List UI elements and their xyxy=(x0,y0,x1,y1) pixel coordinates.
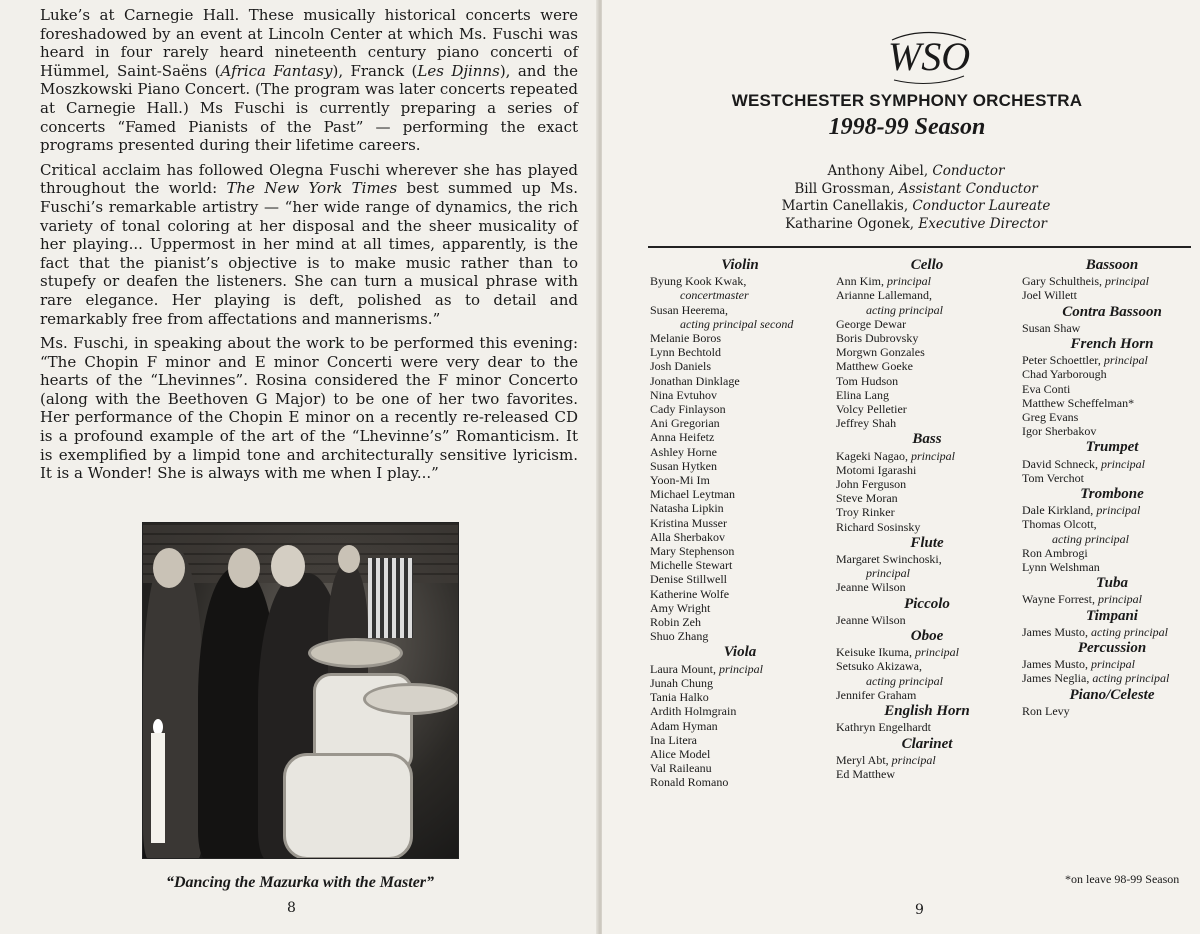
roster-member xyxy=(836,645,1018,659)
roster-member xyxy=(836,388,1018,402)
member-name: Jonathan Dinklage xyxy=(650,373,740,388)
text-run: Ms. Fuschi, in speaking about the work to be performed this evening: “The Chopin F minor and E minor Concerti were very dear to the hearts of the “Lhevinnes”. Rosina considered the F minor Concerto (along with the Beethoven G Major) to be one of her two favorites. Her performance of the Chopin E minor on a recently re-released CD is a profound example of the art of the “Lhevinne’s” Romanticism. It is exemplified by a limpid tone and architecturally sensitive lyricism. It is a Wonder! She is always with me when I play...” xyxy=(40,334,578,483)
member-name: Alice Model xyxy=(650,746,711,761)
roster-member xyxy=(1022,560,1200,574)
member-role: acting principal xyxy=(866,673,943,688)
roster-member xyxy=(1022,396,1200,410)
article-paragraph xyxy=(40,161,578,328)
staff-role: Assistant Conductor xyxy=(898,180,1038,197)
member-name: Matthew Scheffelman* xyxy=(1022,395,1135,410)
roster-member xyxy=(1022,517,1200,531)
member-name: Susan Heerema, xyxy=(650,302,728,317)
roster-column-2 xyxy=(836,258,1018,781)
roster-member xyxy=(836,288,1018,302)
member-name: Ann Kim, xyxy=(836,274,887,289)
member-role: principal xyxy=(891,752,936,767)
member-name: James Neglia, xyxy=(1022,671,1093,686)
member-name: Mary Stephenson xyxy=(650,544,735,559)
member-name: Setsuko Akizawa, xyxy=(836,659,922,674)
roster-member xyxy=(650,615,830,629)
italic-title: Africa Fantasy xyxy=(220,61,333,80)
member-name: Tom Verchot xyxy=(1022,470,1084,485)
left-page xyxy=(0,0,598,934)
member-name: Eva Conti xyxy=(1022,381,1071,396)
staff-name: Katharine Ogonek, xyxy=(785,215,919,232)
dancing-photo xyxy=(142,522,459,859)
member-role: principal xyxy=(914,645,959,660)
member-name: Cady Finlayson xyxy=(650,402,726,417)
roster-member xyxy=(650,501,830,515)
roster-member xyxy=(650,747,830,761)
member-name: Denise Stillwell xyxy=(650,572,727,587)
member-name: Adam Hyman xyxy=(650,718,718,733)
member-name: Jennifer Graham xyxy=(836,687,917,702)
member-name: Alla Sherbakov xyxy=(650,529,725,544)
roster-member xyxy=(650,719,830,733)
roster-member xyxy=(836,720,1018,734)
roster-member xyxy=(650,676,830,690)
page-number: 8 xyxy=(287,900,296,916)
member-name: Motomi Igarashi xyxy=(836,462,917,477)
member-name: Anna Heifetz xyxy=(650,430,715,445)
text-run: Luke’s at Carnegie Hall. These musically historical concerts were foreshadowed by an event at Lincoln Center at which Ms. Fuschi was heard in four rarely heard nineteenth century piano concerti of Hümmel, Saint-Saëns ( xyxy=(40,6,578,80)
member-name: Matthew Goeke xyxy=(836,359,913,374)
roster-member xyxy=(650,331,830,345)
member-name: Ronald Romano xyxy=(650,775,729,790)
section-title: Viola xyxy=(723,644,757,661)
roster-member xyxy=(1022,410,1200,424)
member-name: Kathryn Engelhardt xyxy=(836,720,931,735)
roster-member xyxy=(650,662,830,676)
roster-member xyxy=(650,487,830,501)
section-title: Clarinet xyxy=(901,735,953,752)
roster-member xyxy=(836,402,1018,416)
member-name: Margaret Swinchoski, xyxy=(836,552,942,567)
roster-member xyxy=(836,303,1018,317)
roster-member xyxy=(650,544,830,558)
roster-member xyxy=(836,477,1018,491)
member-name: Meryl Abt, xyxy=(836,752,892,767)
section-title: Piano/Celeste xyxy=(1069,686,1155,703)
member-role: principal xyxy=(1098,592,1143,607)
roster-column-3 xyxy=(1022,258,1200,718)
member-name: Lynn Bechtold xyxy=(650,345,721,360)
roster-member xyxy=(650,629,830,643)
roster-member xyxy=(650,416,830,430)
roster-member xyxy=(650,775,830,789)
roster-member xyxy=(1022,367,1200,381)
roster-member xyxy=(650,459,830,473)
roster-member xyxy=(836,374,1018,388)
section-title: Bass xyxy=(912,431,942,448)
member-name: Junah Chung xyxy=(650,675,713,690)
member-role: principal xyxy=(910,448,955,463)
roster-member xyxy=(836,416,1018,430)
roster-member xyxy=(650,388,830,402)
roster-member xyxy=(1022,671,1200,685)
roster-member xyxy=(836,566,1018,580)
member-role: acting principal xyxy=(1052,531,1129,546)
roster-member xyxy=(836,688,1018,702)
staff-role: Conductor Laureate xyxy=(912,198,1051,214)
member-name: Dale Kirkland, xyxy=(1022,503,1097,518)
member-role: principal xyxy=(1103,353,1148,368)
section-title: Flute xyxy=(910,534,944,551)
member-role: acting principal xyxy=(1092,671,1170,686)
member-name: Keisuke Ikuma, xyxy=(836,645,915,660)
roster-member xyxy=(836,345,1018,359)
wso-logo xyxy=(884,28,974,86)
roster-member xyxy=(1022,321,1200,335)
roster-member xyxy=(1022,592,1200,606)
text-run: best summed up Ms. Fuschi’s remarkable artistry — “her wide range of dynamics, the rich variety of tonal coloring at her disposal and the sheer musicality of her playing... Uppermost in her mind at all times, apparently, is the fact that the pianist’s objective is to make music rather than to stupefy or deafen the listeners. She can turn a musical phrase with rare elegance. Her playing is deft, polished as to detail and remarkably free from affectations and mannerisms.” xyxy=(40,179,578,328)
member-name: Byung Kook Kwak, xyxy=(650,274,747,289)
roster-column-1 xyxy=(650,258,830,790)
member-name: Gary Schultheis, xyxy=(1022,274,1105,289)
orchestra-name: WESTCHESTER SYMPHONY ORCHESTRA xyxy=(731,91,1083,110)
roster-member xyxy=(836,767,1018,781)
member-name: Chad Yarborough xyxy=(1022,367,1107,382)
member-name: Morgwn Gonzales xyxy=(836,345,925,360)
roster-member xyxy=(836,359,1018,373)
roster-member xyxy=(1022,546,1200,560)
staff-member xyxy=(632,181,1200,199)
member-name: Ani Gregorian xyxy=(650,416,720,431)
roster-member xyxy=(650,359,830,373)
roster-member xyxy=(650,587,830,601)
member-name: Susan Hytken xyxy=(650,458,717,473)
section-title: Bassoon xyxy=(1085,257,1139,273)
roster-member xyxy=(650,473,830,487)
section-title: Piccolo xyxy=(904,595,950,612)
member-name: Igor Sherbakov xyxy=(1022,424,1097,439)
roster-member xyxy=(1022,457,1200,471)
member-role: principal xyxy=(1105,274,1149,289)
roster-member xyxy=(1022,503,1200,517)
member-name: Arianne Lallemand, xyxy=(836,288,932,303)
section-title: Trumpet xyxy=(1085,439,1139,456)
photo-caption: “Dancing the Mazurka with the Master” xyxy=(165,874,435,891)
member-name: James Musto, xyxy=(1022,657,1091,672)
member-name: Troy Rinker xyxy=(836,505,895,520)
member-name: Lynn Welshman xyxy=(1022,560,1100,575)
roster-member xyxy=(650,317,830,331)
member-name: George Dewar xyxy=(836,316,907,331)
member-role: acting principal xyxy=(1091,624,1168,639)
roster-member xyxy=(650,402,830,416)
page-number: 9 xyxy=(915,902,924,918)
roster-member xyxy=(650,601,830,615)
member-name: Joel Willett xyxy=(1022,288,1077,303)
roster-member xyxy=(650,558,830,572)
roster-member xyxy=(836,659,1018,673)
roster-member xyxy=(1022,657,1200,671)
text-run: ), Franck ( xyxy=(332,61,418,80)
roster-member xyxy=(836,331,1018,345)
member-name: Greg Evans xyxy=(1022,410,1079,425)
member-name: Ina Litera xyxy=(650,732,697,747)
section-title: English Horn xyxy=(884,703,970,720)
roster-member xyxy=(650,430,830,444)
member-role: principal xyxy=(866,566,910,581)
member-name: Yoon-Mi Im xyxy=(650,473,710,488)
roster-member xyxy=(1022,353,1200,367)
roster-member xyxy=(836,753,1018,767)
member-name: Jeffrey Shah xyxy=(836,416,897,431)
roster-member xyxy=(650,733,830,747)
member-name: Laura Mount, xyxy=(650,661,719,676)
staff-member xyxy=(632,216,1200,234)
roster-member xyxy=(836,274,1018,288)
member-name: Natasha Lipkin xyxy=(650,501,724,516)
section-title: French Horn xyxy=(1070,336,1154,353)
section-title: Percussion xyxy=(1077,640,1147,657)
season-title: 1998-99 Season xyxy=(828,114,986,140)
roster-member xyxy=(650,530,830,544)
roster-member xyxy=(836,449,1018,463)
roster-member xyxy=(1022,704,1200,718)
roster-member xyxy=(650,445,830,459)
member-name: Kristina Musser xyxy=(650,515,727,530)
member-name: Thomas Olcott, xyxy=(1022,517,1097,532)
member-name: Ed Matthew xyxy=(836,766,895,781)
member-name: Boris Dubrovsky xyxy=(836,331,919,346)
section-title: Cello xyxy=(910,257,944,273)
roster-member xyxy=(650,345,830,359)
roster-member xyxy=(836,505,1018,519)
member-name: Richard Sosinsky xyxy=(836,519,921,534)
member-role: principal xyxy=(887,274,931,289)
article-paragraph xyxy=(40,334,578,483)
roster-member xyxy=(650,704,830,718)
roster-member xyxy=(836,613,1018,627)
member-name: Ashley Horne xyxy=(650,444,717,459)
member-role: principal xyxy=(1091,657,1135,672)
section-title: Violin xyxy=(721,257,759,273)
member-name: Kageki Nagao, xyxy=(836,448,911,463)
staff-name: Anthony Aibel, xyxy=(827,163,933,179)
section-title: Timpani xyxy=(1086,607,1138,624)
roster-member xyxy=(836,552,1018,566)
staff-role: Conductor xyxy=(932,163,1005,179)
member-name: Wayne Forrest, xyxy=(1022,592,1099,607)
member-name: James Musto, xyxy=(1022,624,1091,639)
roster-member xyxy=(650,303,830,317)
staff-name: Martin Canellakis, xyxy=(781,198,913,214)
member-name: Melanie Boros xyxy=(650,331,721,346)
staff-name: Bill Grossman, xyxy=(794,180,899,197)
article-paragraph xyxy=(40,6,578,155)
member-name: David Schneck, xyxy=(1022,456,1101,471)
member-name: Robin Zeh xyxy=(650,615,701,630)
member-name: Amy Wright xyxy=(650,600,711,615)
member-role: principal xyxy=(718,661,763,676)
member-role: acting principal xyxy=(866,302,943,317)
member-role: principal xyxy=(1100,456,1145,471)
roster-member xyxy=(1022,288,1200,302)
roster-member xyxy=(1022,532,1200,546)
roster-member xyxy=(836,520,1018,534)
member-name: Ron Ambrogi xyxy=(1022,545,1088,560)
section-title: Oboe xyxy=(910,628,944,645)
member-name: Ron Levy xyxy=(1022,703,1070,718)
roster-member xyxy=(1022,471,1200,485)
section-title: Trombone xyxy=(1080,486,1144,503)
member-role: acting principal second xyxy=(680,316,794,331)
member-name: Tania Halko xyxy=(650,690,709,705)
member-name: Ardith Holmgrain xyxy=(650,704,737,719)
member-name: Elina Lang xyxy=(836,387,889,402)
staff-member xyxy=(632,163,1200,181)
italic-title: The New York Times xyxy=(226,179,398,198)
member-name: Shuo Zhang xyxy=(650,629,709,644)
roster-member xyxy=(836,580,1018,594)
footnote: *on leave 98-99 Season xyxy=(1065,872,1180,886)
roster-member xyxy=(836,491,1018,505)
roster-member xyxy=(650,761,830,775)
staff-list xyxy=(602,163,1200,233)
member-name: Nina Evtuhov xyxy=(650,387,717,402)
roster-member xyxy=(1022,424,1200,438)
member-name: Josh Daniels xyxy=(650,359,711,374)
roster-member xyxy=(836,463,1018,477)
member-name: Volcy Pelletier xyxy=(836,402,907,417)
member-role: concertmaster xyxy=(680,288,749,303)
member-name: Peter Schoettler, xyxy=(1022,353,1104,368)
roster-member xyxy=(836,317,1018,331)
roster-member xyxy=(1022,274,1200,288)
italic-title: Les Djinns xyxy=(417,61,500,80)
member-name: Jeanne Wilson xyxy=(836,580,906,595)
member-name: Tom Hudson xyxy=(836,373,899,388)
text-run: Critical acclaim has followed Olegna Fuschi wherever she has played throughout the world: xyxy=(40,160,578,198)
text-run: ), and the Moszkowski Piano Concert. (The program was later concerts repeated at Carnegie Hall.) Ms Fuschi is currently preparing a series of concerts “Famed Pianists of the Past” — performing the exact programs presented during their lifetime careers. xyxy=(40,61,578,155)
roster-member xyxy=(1022,382,1200,396)
section-title: Contra Bassoon xyxy=(1062,303,1162,320)
member-name: Steve Moran xyxy=(836,491,898,506)
member-name: Katherine Wolfe xyxy=(650,586,730,601)
member-name: Val Raileanu xyxy=(650,761,712,776)
staff-role: Executive Director xyxy=(918,215,1047,232)
roster-member xyxy=(650,516,830,530)
member-name: Michelle Stewart xyxy=(650,558,733,573)
member-role: principal xyxy=(1096,503,1141,518)
article-body xyxy=(40,6,578,489)
section-title: Tuba xyxy=(1096,575,1128,592)
roster-member xyxy=(650,274,830,288)
roster-member xyxy=(650,374,830,388)
divider xyxy=(648,246,1191,248)
right-page xyxy=(602,0,1200,934)
roster-member xyxy=(650,572,830,586)
member-name: Susan Shaw xyxy=(1022,320,1081,335)
roster-member xyxy=(1022,625,1200,639)
roster-member xyxy=(836,674,1018,688)
member-name: Michael Leytman xyxy=(650,487,735,502)
logo-text: WSO xyxy=(887,34,971,79)
staff-member xyxy=(632,198,1200,216)
member-name: John Ferguson xyxy=(836,477,907,492)
member-name: Jeanne Wilson xyxy=(836,612,906,627)
roster-member xyxy=(650,288,830,302)
roster-member xyxy=(650,690,830,704)
